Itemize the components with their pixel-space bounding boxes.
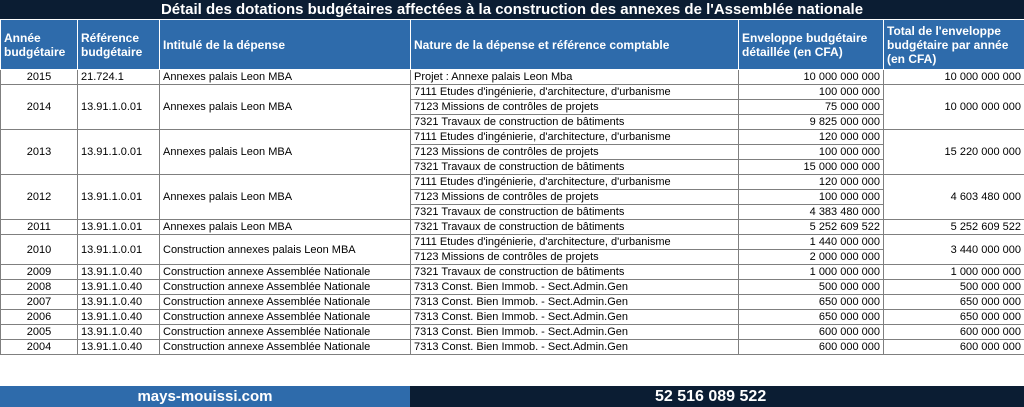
source-label: mays-mouissi.com (0, 386, 410, 407)
header-reference: Référence budgétaire (78, 20, 160, 70)
cell-nature: 7123 Missions de contrôles de projets (411, 250, 739, 265)
cell-detail-amount: 650 000 000 (739, 310, 884, 325)
cell-title: Construction annexe Assemblée Nationale (160, 340, 411, 355)
cell-nature: 7321 Travaux de construction de bâtiments (411, 265, 739, 280)
table-row (1, 280, 1024, 295)
cell-year: 2012 (1, 175, 78, 220)
cell-nature: 7123 Missions de contrôles de projets (411, 145, 739, 160)
cell-detail-amount: 500 000 000 (739, 280, 884, 295)
cell-year: 2005 (1, 325, 78, 340)
header-year: Année budgétaire (1, 20, 78, 70)
cell-reference: 13.91.1.0.40 (78, 265, 160, 280)
cell-total-amount: 10 000 000 000 (884, 85, 1024, 130)
cell-total-amount: 10 000 000 000 (884, 70, 1024, 85)
cell-detail-amount: 1 000 000 000 (739, 265, 884, 280)
cell-total-amount: 5 252 609 522 (884, 220, 1024, 235)
grand-total-bar (410, 386, 1024, 407)
cell-detail-amount: 2 000 000 000 (739, 250, 884, 265)
cell-nature: 7313 Const. Bien Immob. - Sect.Admin.Gen (411, 280, 739, 295)
cell-reference: 13.91.1.0.40 (78, 280, 160, 295)
cell-detail-amount: 650 000 000 (739, 295, 884, 310)
cell-reference: 13.91.1.0.40 (78, 325, 160, 340)
cell-reference: 13.91.1.0.01 (78, 85, 160, 130)
cell-title: Annexes palais Leon MBA (160, 130, 411, 175)
cell-total-amount: 4 603 480 000 (884, 175, 1024, 220)
table-body (1, 70, 1024, 355)
cell-year: 2006 (1, 310, 78, 325)
cell-year: 2004 (1, 340, 78, 355)
cell-reference: 13.91.1.0.01 (78, 175, 160, 220)
cell-title: Annexes palais Leon MBA (160, 85, 411, 130)
table-row (1, 85, 1024, 100)
cell-total-amount: 600 000 000 (884, 340, 1024, 355)
cell-detail-amount: 100 000 000 (739, 190, 884, 205)
cell-detail-amount: 100 000 000 (739, 85, 884, 100)
cell-nature: 7321 Travaux de construction de bâtiments (411, 205, 739, 220)
cell-detail-amount: 600 000 000 (739, 340, 884, 355)
cell-total-amount: 1 000 000 000 (884, 265, 1024, 280)
cell-nature: 7313 Const. Bien Immob. - Sect.Admin.Gen (411, 325, 739, 340)
cell-nature: 7123 Missions de contrôles de projets (411, 190, 739, 205)
cell-reference: 21.724.1 (78, 70, 160, 85)
cell-reference: 13.91.1.0.40 (78, 310, 160, 325)
header-title: Intitulé de la dépense (160, 20, 411, 70)
cell-detail-amount: 15 000 000 000 (739, 160, 884, 175)
cell-reference: 13.91.1.0.01 (78, 235, 160, 265)
cell-title: Construction annexe Assemblée Nationale (160, 265, 411, 280)
cell-year: 2013 (1, 130, 78, 175)
cell-total-amount: 650 000 000 (884, 310, 1024, 325)
header-total-amount: Total de l'enveloppe budgétaire par année (en CFA) (884, 20, 1024, 70)
table-row (1, 265, 1024, 280)
cell-title: Construction annexes palais Leon MBA (160, 235, 411, 265)
cell-nature: 7111 Etudes d'ingénierie, d'architecture, d'urbanisme (411, 85, 739, 100)
cell-detail-amount: 75 000 000 (739, 100, 884, 115)
table-row (1, 130, 1024, 145)
cell-detail-amount: 120 000 000 (739, 175, 884, 190)
cell-year: 2008 (1, 280, 78, 295)
cell-year: 2014 (1, 85, 78, 130)
header-detail-amount: Enveloppe budgétaire détaillée (en CFA) (739, 20, 884, 70)
table-row (1, 340, 1024, 355)
table-row (1, 175, 1024, 190)
cell-nature: 7321 Travaux de construction de bâtiments (411, 220, 739, 235)
cell-title: Construction annexe Assemblée Nationale (160, 325, 411, 340)
cell-total-amount: 500 000 000 (884, 280, 1024, 295)
cell-total-amount: 600 000 000 (884, 325, 1024, 340)
table-header-row (1, 20, 1024, 70)
cell-reference: 13.91.1.0.40 (78, 340, 160, 355)
cell-detail-amount: 600 000 000 (739, 325, 884, 340)
header-nature: Nature de la dépense et référence comptable (411, 20, 739, 70)
cell-nature: 7111 Etudes d'ingénierie, d'architecture, d'urbanisme (411, 235, 739, 250)
table-row (1, 325, 1024, 340)
cell-nature: 7313 Const. Bien Immob. - Sect.Admin.Gen (411, 310, 739, 325)
cell-nature: 7111 Etudes d'ingénierie, d'architecture, d'urbanisme (411, 175, 739, 190)
cell-total-amount: 15 220 000 000 (884, 130, 1024, 175)
cell-detail-amount: 100 000 000 (739, 145, 884, 160)
table-row (1, 220, 1024, 235)
cell-year: 2015 (1, 70, 78, 85)
cell-detail-amount: 5 252 609 522 (739, 220, 884, 235)
cell-title: Construction annexe Assemblée Nationale (160, 310, 411, 325)
cell-nature: 7123 Missions de contrôles de projets (411, 100, 739, 115)
cell-total-amount: 650 000 000 (884, 295, 1024, 310)
table-row (1, 310, 1024, 325)
cell-title: Annexes palais Leon MBA (160, 220, 411, 235)
cell-total-amount: 3 440 000 000 (884, 235, 1024, 265)
table-row (1, 295, 1024, 310)
cell-year: 2009 (1, 265, 78, 280)
cell-reference: 13.91.1.0.01 (78, 130, 160, 175)
cell-detail-amount: 9 825 000 000 (739, 115, 884, 130)
cell-nature: 7313 Const. Bien Immob. - Sect.Admin.Gen (411, 340, 739, 355)
grand-total-value: 52 516 089 522 (655, 388, 767, 405)
cell-year: 2007 (1, 295, 78, 310)
cell-detail-amount: 1 440 000 000 (739, 235, 884, 250)
cell-nature: 7321 Travaux de construction de bâtiments (411, 160, 739, 175)
cell-nature: 7111 Etudes d'ingénierie, d'architecture, d'urbanisme (411, 130, 739, 145)
cell-year: 2011 (1, 220, 78, 235)
cell-reference: 13.91.1.0.40 (78, 295, 160, 310)
cell-title: Construction annexe Assemblée Nationale (160, 280, 411, 295)
cell-title: Annexes palais Leon MBA (160, 175, 411, 220)
table-row (1, 70, 1024, 85)
page-title: Détail des dotations budgétaires affectées à la construction des annexes de l'Assemblée nationale (0, 0, 1024, 19)
cell-title: Construction annexe Assemblée Nationale (160, 295, 411, 310)
budget-table (0, 19, 1024, 355)
cell-detail-amount: 120 000 000 (739, 130, 884, 145)
table-row (1, 235, 1024, 250)
cell-nature: 7313 Const. Bien Immob. - Sect.Admin.Gen (411, 295, 739, 310)
cell-year: 2010 (1, 235, 78, 265)
cell-reference: 13.91.1.0.01 (78, 220, 160, 235)
cell-detail-amount: 10 000 000 000 (739, 70, 884, 85)
cell-detail-amount: 4 383 480 000 (739, 205, 884, 220)
cell-title: Annexes palais Leon MBA (160, 70, 411, 85)
cell-nature: 7321 Travaux de construction de bâtiments (411, 115, 739, 130)
cell-nature: Projet : Annexe palais Leon Mba (411, 70, 739, 85)
